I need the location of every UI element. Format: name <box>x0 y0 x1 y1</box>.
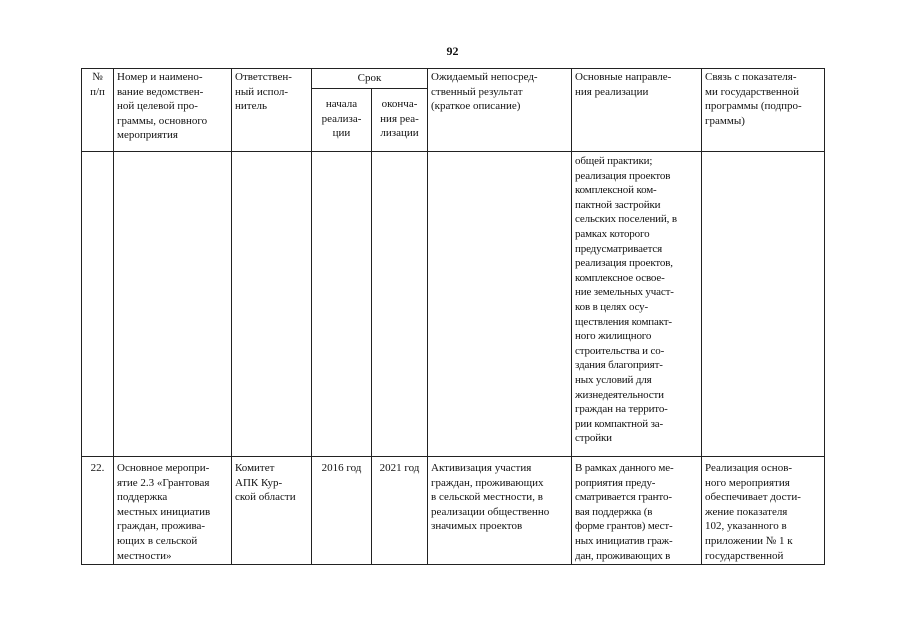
header-program <box>114 69 232 152</box>
header-directions-text: Основные направле- ния реализации <box>575 71 672 98</box>
row1-num <box>82 152 114 457</box>
row1-result <box>428 152 572 457</box>
header-term-end-text: оконча- ния реа- лизации <box>380 98 419 140</box>
header-link-text: Связь с показателя- ми государственной программы (подпро- граммы) <box>705 71 802 127</box>
header-program-text: Номер и наимено- вание ведомствен- ной целевой про- граммы, основного мероприятия <box>117 71 208 142</box>
row2-result-text: Активизация участия граждан, проживающих в сельской местности, в реализации общественно значимых проектов <box>431 462 550 533</box>
row1-executor <box>232 152 312 457</box>
row2-directions <box>572 457 702 565</box>
row2-executor <box>232 457 312 565</box>
row2-directions-text: В рамках данного ме- роприятия преду- сматривается грантo- вая поддержка (в форме грантов) мест- ных инициатив граж- дан, проживающих в <box>575 462 674 562</box>
table-row <box>82 152 825 457</box>
header-term <box>312 69 428 89</box>
header-result <box>428 69 572 152</box>
row2-executor-text: Комитет АПК Кур- ской области <box>235 462 296 504</box>
row2-program-text: Основное меропри- ятие 2.3 «Грантовая поддержка местных инициатив граждан, прожива- ющих в сельской местности» <box>117 462 211 562</box>
header-link <box>702 69 825 152</box>
header-num-text: № п/п <box>90 71 105 98</box>
row2-link-text: Реализация основ- ного мероприятия обеспечивает дости- жение показателя 102, указанного в приложении № 1 к государственной <box>705 462 801 562</box>
row2-num <box>82 457 114 565</box>
row2-num-text: 22. <box>90 462 105 474</box>
header-executor <box>232 69 312 152</box>
header-directions <box>572 69 702 152</box>
header-result-text: Ожидаемый непосред- ственный результат (краткое описание) <box>431 71 538 113</box>
row2-start-text: 2016 год <box>321 462 362 474</box>
row1-link <box>702 152 825 457</box>
header-num <box>82 69 114 152</box>
header-term-start-text: начала реализа- ции <box>321 98 362 140</box>
row1-directions <box>572 152 702 457</box>
header-row <box>82 69 825 89</box>
row2-end-text: 2021 год <box>379 462 420 474</box>
header-term-end <box>372 89 428 152</box>
page-number: 92 <box>446 44 459 58</box>
table-row <box>82 457 825 565</box>
row2-result <box>428 457 572 565</box>
program-table <box>81 68 825 565</box>
header-term-text: Срок <box>357 72 382 85</box>
header-term-start <box>312 89 372 152</box>
row1-directions-text: общей практики; реализация проектов комплексной ком- пактной застройки сельских поселений, в рамках которого предусматривается реализация проектов, комплексное освое- ние земельных участ- ков в целях осу- ществления компакт- ного жилищного строительства и со- здания благоприят- ных условий для жизнедеятельности граждан на террито- рии компактной за- стройки <box>575 155 677 445</box>
header-executor-text: Ответствен- ный испол- нитель <box>235 71 292 113</box>
row2-link <box>702 457 825 565</box>
row1-program <box>114 152 232 457</box>
row1-end <box>372 152 428 457</box>
row2-end <box>372 457 428 565</box>
row2-start <box>312 457 372 565</box>
row2-program <box>114 457 232 565</box>
row1-start <box>312 152 372 457</box>
